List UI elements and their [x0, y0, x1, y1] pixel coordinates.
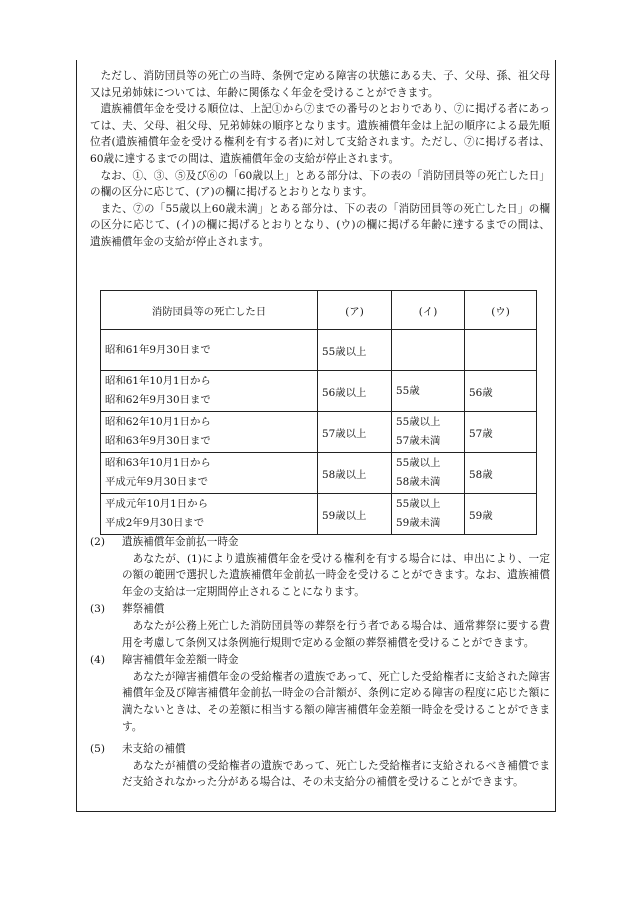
table-cell-date: 昭和61年9月30日まで — [101, 330, 318, 371]
section-title: 障害補償年金差額一時金 — [122, 654, 239, 667]
intro-paragraph-2: 遺族補償年金を受ける順位は、上記①から⑦までの番号のとおりであり、⑦に掲げる者にあっては、夫、父母、祖父母、兄弟姉妹の順序となります。遺族補償年金は上記の順序による最先順位者(遺族補償年金を受ける権利を有する者)に対して支給されます。ただし、⑦に掲げる者は、60歳に達するまでの間は、遺族補償年金の支給が停止されます。 — [90, 103, 550, 165]
table-row — [101, 453, 537, 494]
table-row — [101, 412, 537, 453]
table-row — [101, 330, 537, 371]
section-3 — [90, 601, 550, 651]
table-header-a: (ア) — [318, 291, 392, 330]
table-cell-a: 57歳以上 — [318, 412, 392, 453]
table-cell-a: 55歳以上 — [318, 330, 392, 371]
table-row — [101, 494, 537, 535]
table-cell-a: 58歳以上 — [318, 453, 392, 494]
intro-paragraph-1: ただし、消防団員等の死亡の当時、条例で定める障害の状態にある夫、子、父母、孫、祖父母又は兄弟姉妹については、年齢に関係なく年金を受けることができます。 — [90, 70, 550, 99]
table-cell-a: 59歳以上 — [318, 494, 392, 535]
table-header-i: (イ) — [392, 291, 465, 330]
section-number: (3) — [90, 603, 106, 616]
section-body: あなたが公務上死亡した消防団員等の葬祭を行う者である場合は、通常葬祭に要する費用を考慮して条例又は条例施行規則で定める金額の葬祭補償を受けることができます。 — [122, 619, 550, 649]
section-title: 未支給の補償 — [122, 743, 186, 756]
table-cell-i: 55歳以上 58歳未満 — [392, 453, 465, 494]
table-cell-i — [392, 330, 465, 371]
table-row — [101, 371, 537, 412]
table-cell-u: 59歳 — [465, 494, 537, 535]
sections — [90, 534, 550, 792]
section-body: あなたが障害補償年金の受給権者の遺族であって、死亡した受給権者に支給された障害補償年金及び障害補償年金前払一時金の合計額が、条例に定める障害の程度に応じた額に満たないときは、その差額に相当する額の障害補償年金差額一時金を受けることができます。 — [122, 670, 550, 733]
section-number: (4) — [90, 654, 106, 667]
section-body: あなたが、(1)により遺族補償年金を受ける権利を有する場合には、申出により、一定の額の範囲で選択した遺族補償年金前払一時金を受けることができます。なお、遺族補償年金の支給は一定期間停止されることになります。 — [122, 552, 550, 598]
section-title: 遺族補償年金前払一時金 — [122, 536, 239, 548]
section-4 — [90, 652, 550, 735]
section-body: あなたが補償の受給権者の遺族であって、死亡した受給権者に支給されるべき補償でまだ支給されなかった分がある場合は、その未支給分の補償を受けることができます。 — [122, 759, 550, 789]
table-cell-u — [465, 330, 537, 371]
intro-paragraph-4: また、⑦の「55歳以上60歳未満」とある部分は、下の表の「消防団員等の死亡した日」の欄の区分に応じて、(イ)の欄に掲げるとおりとなり、(ウ)の欄に掲げる年齢に達するまでの間は、遺族補償年金の支給が停止されます。 — [90, 202, 550, 248]
section-2 — [90, 534, 550, 600]
table-header-date: 消防団員等の死亡した日 — [101, 291, 318, 330]
section-number: (5) — [90, 743, 106, 756]
intro-text — [90, 68, 550, 251]
section-number: (2) — [90, 536, 106, 548]
section-title: 葬祭補償 — [122, 603, 165, 616]
table-cell-date: 平成元年10月1日から 平成2年9月30日まで — [101, 494, 318, 535]
table-cell-i: 55歳 — [392, 371, 465, 412]
table-cell-u: 57歳 — [465, 412, 537, 453]
section-5 — [90, 741, 550, 791]
table-header-row — [101, 291, 537, 330]
age-table — [100, 290, 537, 535]
table-header-u: (ウ) — [465, 291, 537, 330]
table-cell-a: 56歳以上 — [318, 371, 392, 412]
table-cell-date: 昭和63年10月1日から 平成元年9月30日まで — [101, 453, 318, 494]
table-cell-u: 58歳 — [465, 453, 537, 494]
table-cell-i: 55歳以上 57歳未満 — [392, 412, 465, 453]
table-cell-date: 昭和61年10月1日から 昭和62年9月30日まで — [101, 371, 318, 412]
table-cell-i: 55歳以上 59歳未満 — [392, 494, 465, 535]
table-cell-date: 昭和62年10月1日から 昭和63年9月30日まで — [101, 412, 318, 453]
table-cell-u: 56歳 — [465, 371, 537, 412]
intro-paragraph-3: なお、①、③、⑤及び⑥の「60歳以上」とある部分は、下の表の「消防団員等の死亡した日」の欄の区分に応じて、(ア)の欄に掲げるとおりとなります。 — [90, 169, 550, 199]
